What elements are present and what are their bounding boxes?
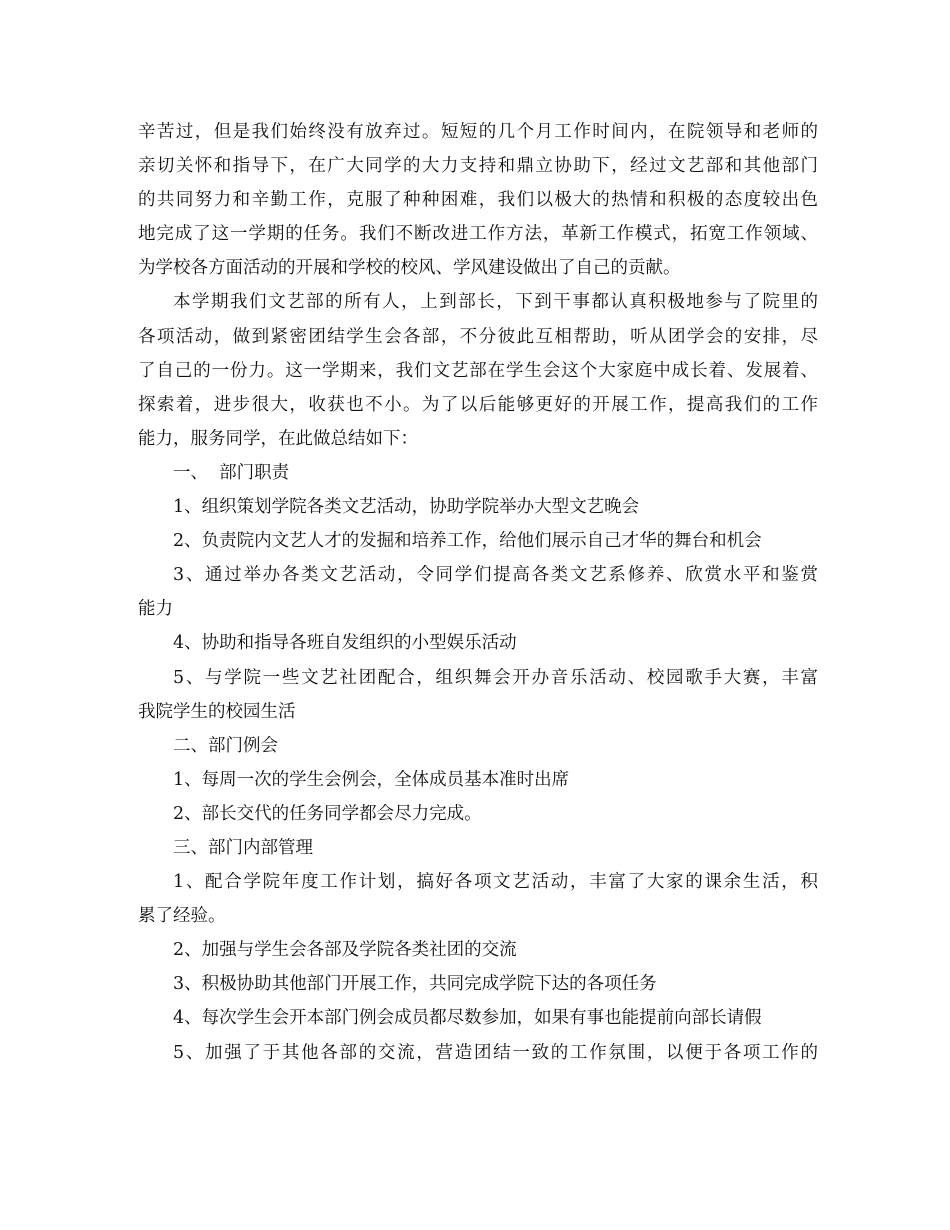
list-item: [138, 1036, 818, 1070]
list-item: [138, 626, 818, 660]
text-line: 5、加强了于其他各部的交流，营造团结一致的工作氛围，以便于各项工作的: [173, 1042, 818, 1063]
text-line: 2、加强与学生会各部及学院各类社团的交流: [173, 940, 517, 961]
text-line: 5、与学院一些文艺社团配合，组织舞会开办音乐活动、校园歌手大赛，丰富: [173, 667, 818, 688]
text-line: 2、部长交代的任务同学都会尽力完成。: [173, 803, 482, 824]
text-line: 各项活动，做到紧密团结学生会各部，不分彼此互相帮助，听从团学会的安排，尽: [138, 326, 818, 347]
text-line: 辛苦过，但是我们始终没有放弃过。短短的几个月工作时间内，在院领导和老师的: [138, 122, 818, 142]
text-line: 3、积极协助其他部门开展工作，共同完成学院下达的各项任务: [173, 974, 657, 995]
text-line: 的共同努力和辛勤工作，克服了种种困难，我们以极大的热情和积极的态度较出色: [138, 190, 818, 211]
text-line: 能力: [138, 599, 173, 620]
list-item: [138, 1001, 818, 1035]
text-line: 地完成了这一学期的任务。我们不断改进工作方法，革新工作模式，拓宽工作领域、: [138, 224, 818, 245]
text-line: 我院学生的校园生活: [138, 701, 296, 722]
text-line: 4、协助和指导各班自发组织的小型娱乐活动: [173, 633, 517, 654]
section-heading-management: [138, 831, 818, 865]
list-item: [138, 865, 818, 933]
text-line: 三、部门内部管理: [173, 837, 313, 858]
text-line: 2、负责院内文艺人才的发掘和培养工作，给他们展示自己才华的舞台和机会: [173, 531, 762, 552]
text-line: 1、每周一次的学生会例会，全体成员基本准时出席: [173, 769, 570, 790]
list-item: [138, 967, 818, 1001]
text-line: 本学期我们文艺部的所有人，上到部长，下到干事都认真积极地参与了院里的: [173, 292, 818, 313]
list-item: [138, 933, 818, 967]
text-line: 亲切关怀和指导下，在广大同学的大力支持和鼎立协助下，经过文艺部和其他部门: [138, 156, 818, 177]
text-line: 为学校各方面活动的开展和学校的校风、学风建设做出了自己的贡献。: [138, 258, 681, 279]
paragraph-continuation: [138, 115, 818, 285]
text-line: 二、部门例会: [173, 735, 278, 756]
document-body: [138, 115, 818, 1070]
paragraph-intro: [138, 285, 818, 455]
text-line: 1、组织策划学院各类文艺活动，协助学院举办大型文艺晚会: [173, 497, 640, 518]
list-item: [138, 524, 818, 558]
list-item: [138, 490, 818, 524]
text-line: 3、通过举办各类文艺活动，令同学们提高各类文艺系修养、欣赏水平和鉴赏: [173, 565, 818, 586]
list-item: [138, 797, 818, 831]
text-line: 累了经验。: [138, 906, 226, 927]
text-line: 4、每次学生会开本部门例会成员都尽数参加，如果有事也能提前向部长请假: [173, 1008, 762, 1029]
text-line: 一、 部门职责: [173, 462, 290, 483]
text-line: 能力，服务同学，在此做总结如下：: [138, 428, 418, 449]
list-item: [138, 661, 818, 729]
section-heading-duties: [138, 456, 818, 490]
section-heading-meetings: [138, 729, 818, 763]
list-item: [138, 763, 818, 797]
text-line: 探索着，进步很大，收获也不小。为了以后能够更好的开展工作，提高我们的工作: [138, 394, 818, 415]
text-line: 了自己的一份力。这一学期来，我们文艺部在学生会这个大家庭中成长着、发展着、: [138, 360, 818, 381]
text-line: 1、配合学院年度工作计划，搞好各项文艺活动，丰富了大家的课余生活，积: [173, 872, 818, 893]
list-item: [138, 558, 818, 626]
